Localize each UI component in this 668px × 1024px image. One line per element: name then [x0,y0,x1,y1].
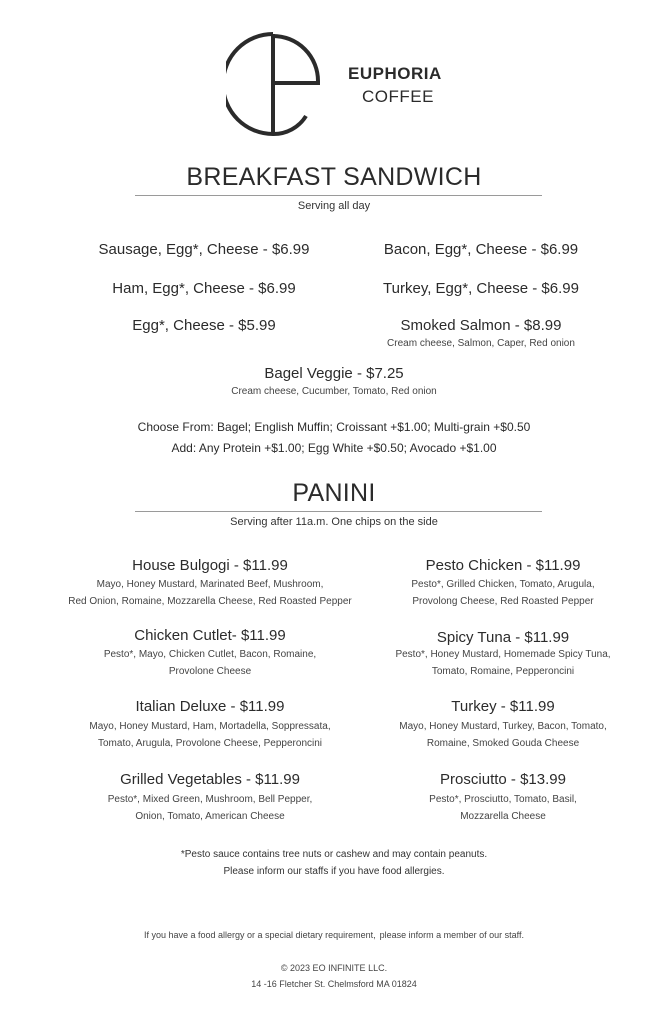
menu-item-description: Cream cheese, Salmon, Caper, Red onion [387,338,575,349]
menu-item-description: Mayo, Honey Mustard, Turkey, Bacon, Tomato, [399,721,607,732]
allergy-inform-note: Please inform our staffs if you have food allergies. [223,866,445,877]
pesto-allergy-note: *Pesto sauce contains tree nuts or cashew and may contain peanuts. [180,849,488,860]
menu-item-description: Mayo, Honey Mustard, Marinated Beef, Mushroom, [96,579,324,590]
menu-item-description: Pesto*, Prosciutto, Tomato, Basil, [429,794,577,805]
menu-item-name: Chicken Cutlet- $11.99 [134,627,286,644]
brand-name: EUPHORIA [348,64,442,83]
menu-item-name: Turkey, Egg*, Cheese - $6.99 [383,280,579,297]
menu-item-description: Pesto*, Mayo, Chicken Cutlet, Bacon, Romaine, [103,649,317,660]
menu-item-name: Egg*, Cheese - $5.99 [132,317,276,334]
allergy-footer-part-a: If you have a food allergy or a special dietary requirement, [143,930,376,940]
menu-item-description: Cream cheese, Cucumber, Tomato, Red onion [231,386,437,397]
menu-item-description: Tomato, Arugula, Provolone Cheese, Pepperoncini [97,738,323,749]
add-ons: Add: Any Protein +$1.00; Egg White +$0.50; Avocado +$1.00 [171,441,497,455]
menu-item-description: Mayo, Honey Mustard, Ham, Mortadella, Soppressata, [89,721,331,732]
breakfast-title: BREAKFAST SANDWICH [186,163,482,191]
menu-item-description: Pesto*, Grilled Chicken, Tomato, Arugula, [411,579,595,590]
menu-item-description: Romaine, Smoked Gouda Cheese [426,738,580,749]
menu-item-description: Provolong Cheese, Red Roasted Pepper [412,596,594,607]
panini-divider [135,511,542,512]
menu-item-description: Pesto*, Honey Mustard, Homemade Spicy Tuna, [395,649,611,660]
menu-item-description: Tomato, Romaine, Pepperoncini [431,666,575,677]
menu-item-name: Ham, Egg*, Cheese - $6.99 [112,280,296,297]
menu-item-name: Bacon, Egg*, Cheese - $6.99 [383,241,579,258]
allergy-footer-part-b: please inform a member of our staff. [379,930,525,940]
menu-item-name: Bagel Veggie - $7.25 [264,365,404,382]
address: 14 -16 Fletcher St. Chelmsford MA 01824 [251,979,417,989]
menu-item-name: Smoked Salmon - $8.99 [400,317,562,334]
menu-item-description: Mozzarella Cheese [460,811,546,822]
breakfast-subtitle: Serving all day [297,200,371,212]
allergy-footer [0,930,668,940]
menu-item-name: Pesto Chicken - $11.99 [425,557,581,574]
brand-subtitle: COFFEE [362,87,434,106]
euphoria-logo-icon [226,30,326,140]
menu-item-name: Grilled Vegetables - $11.99 [120,771,300,788]
menu-item-description: Red Onion, Romaine, Mozzarella Cheese, Red Roasted Pepper [68,596,352,607]
panini-subtitle: Serving after 11a.m. One chips on the side [230,516,438,528]
menu-item-name: Spicy Tuna - $11.99 [436,629,570,646]
menu-item-name: Italian Deluxe - $11.99 [135,698,285,715]
breakfast-divider [135,195,542,196]
panini-title: PANINI [292,479,376,507]
menu-item-name: House Bulgogi - $11.99 [132,557,288,574]
menu-item-description: Pesto*, Mixed Green, Mushroom, Bell Pepper, [107,794,313,805]
menu-item-name: Turkey - $11.99 [451,698,555,715]
menu-item-name: Sausage, Egg*, Cheese - $6.99 [98,241,310,258]
menu-item-name: Prosciutto - $13.99 [440,771,566,788]
copyright: © 2023 EO INFINITE LLC. [280,963,388,973]
menu-item-description: Provolone Cheese [168,666,252,677]
menu-item-description: Onion, Tomato, American Cheese [135,811,285,822]
bread-options: Choose From: Bagel; English Muffin; Croissant +$1.00; Multi-grain +$0.50 [137,420,531,434]
